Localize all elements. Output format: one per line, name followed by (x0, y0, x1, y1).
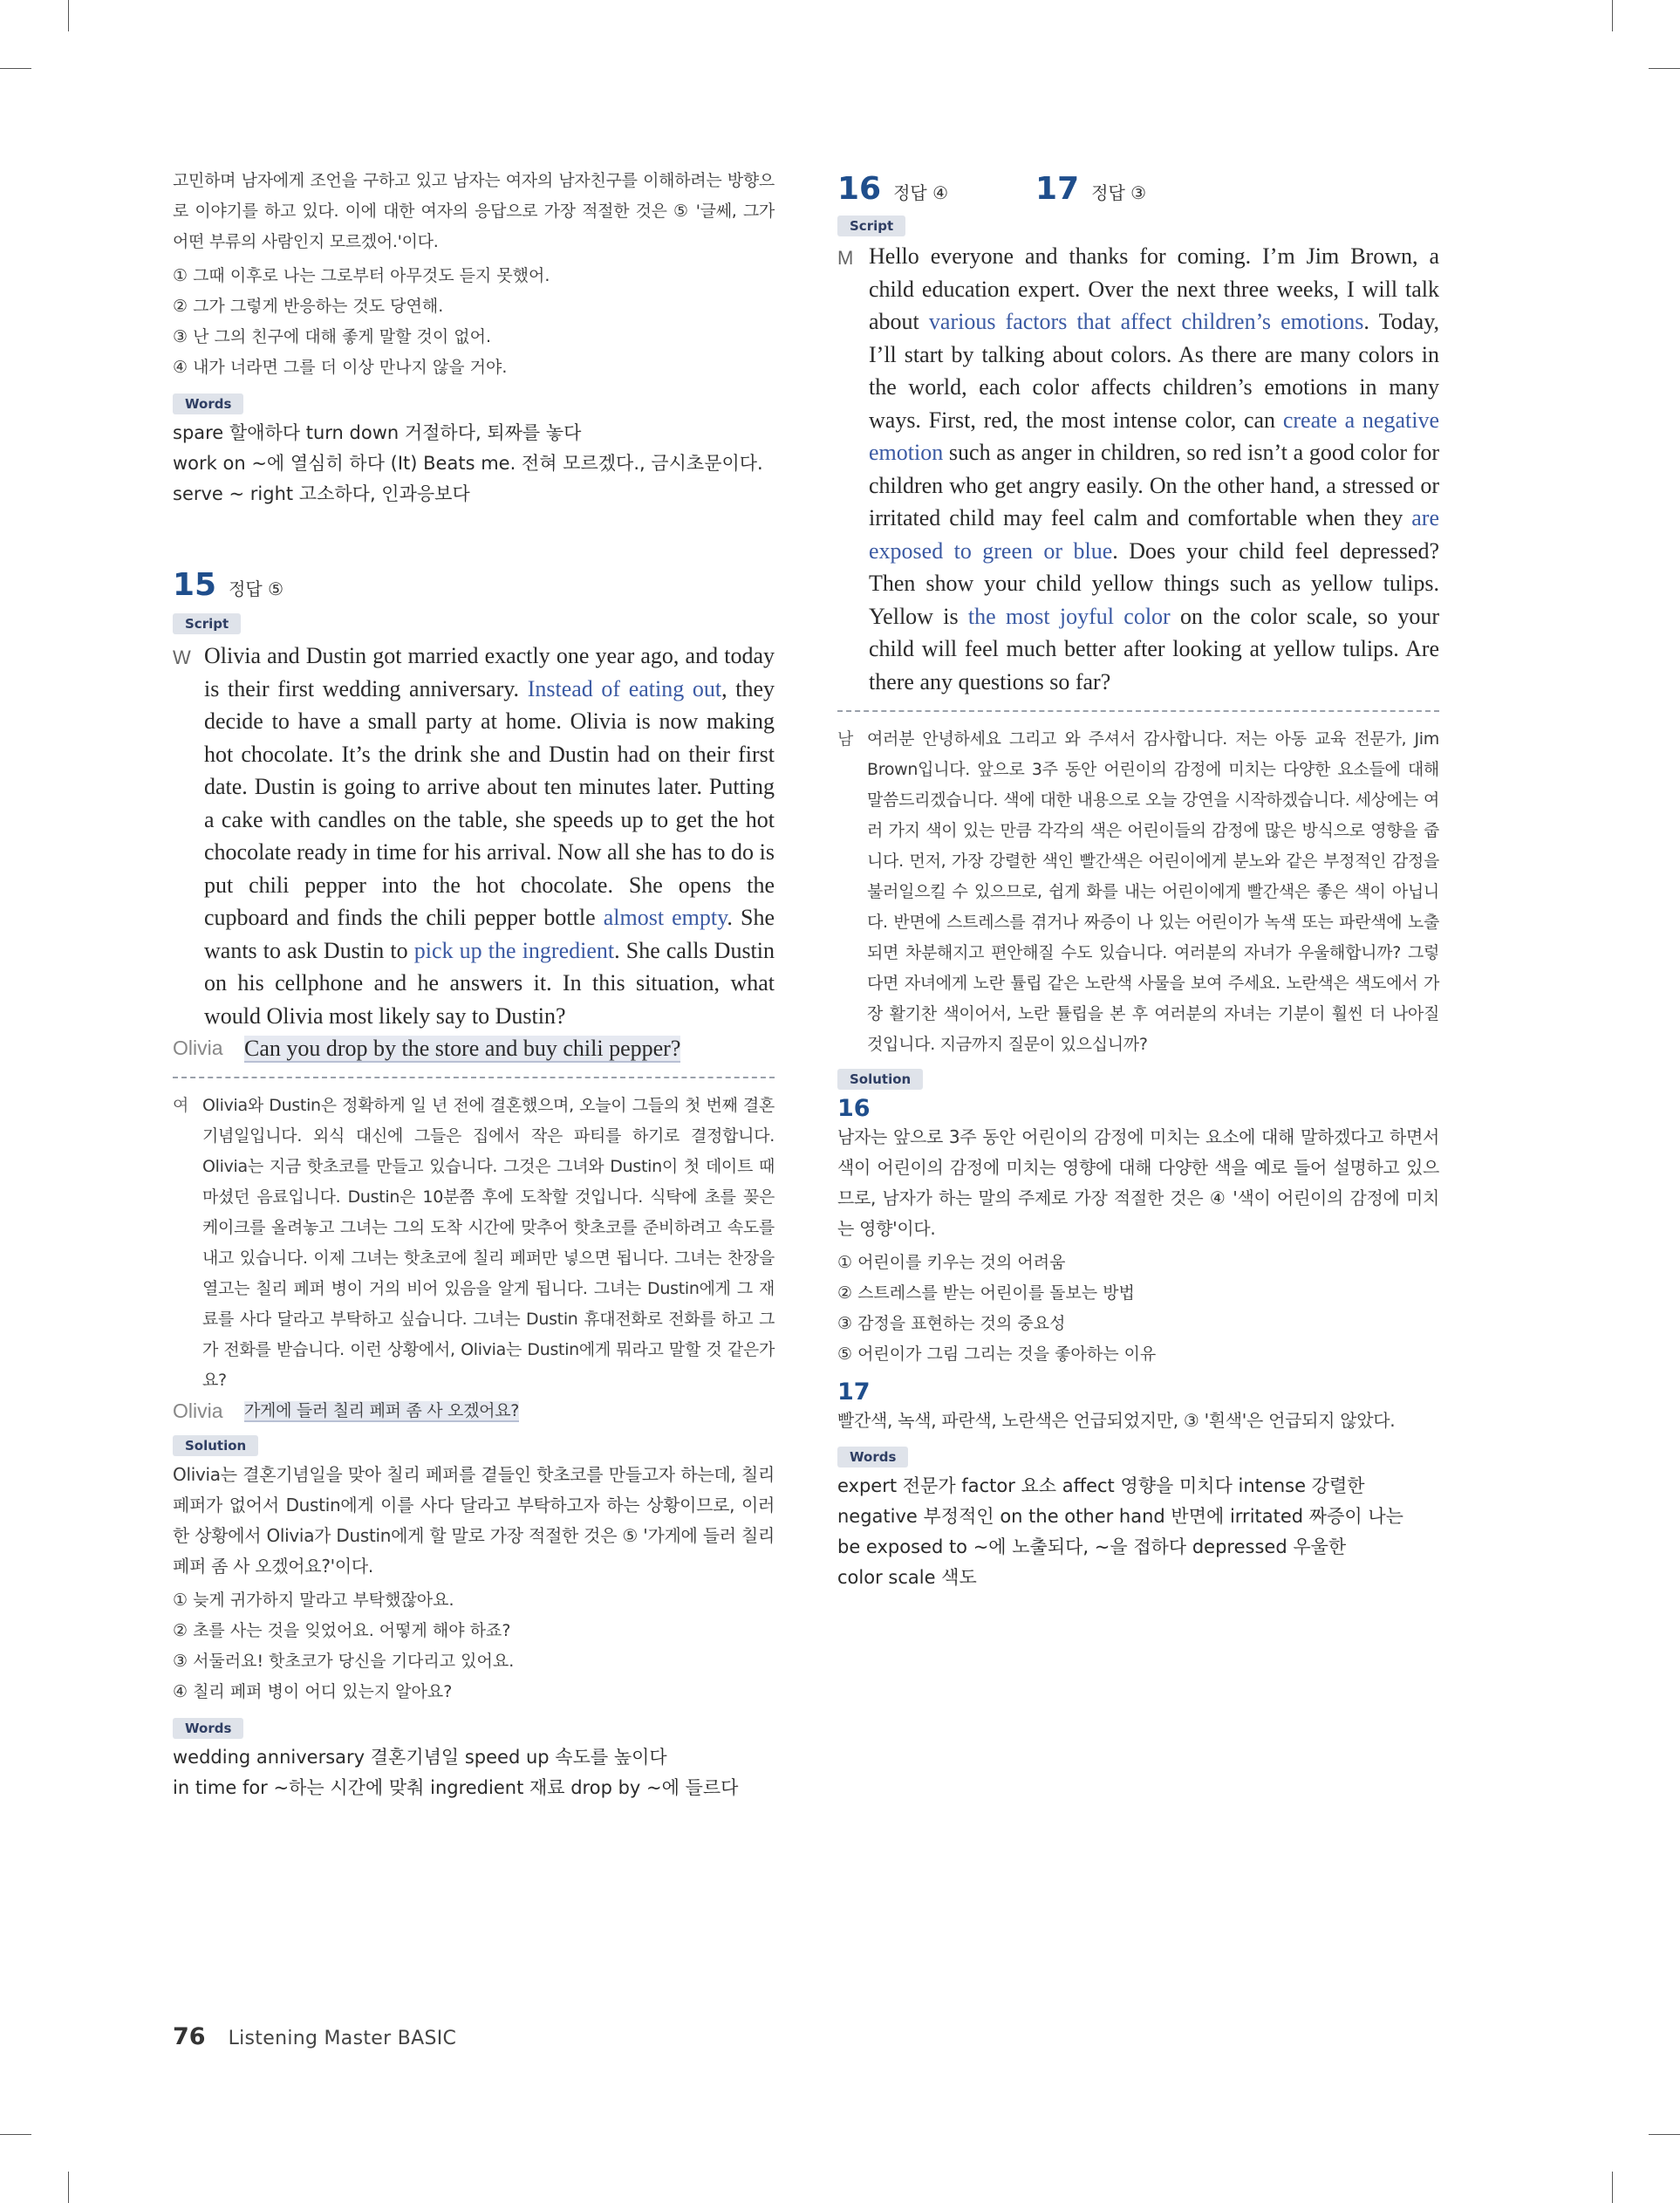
crop-mark (68, 2172, 69, 2203)
speaker-label: 여 (173, 1096, 189, 1115)
answer-sentence: Can you drop by the store and buy chili pepper? (244, 1036, 681, 1061)
question-number: 15 (173, 567, 217, 603)
solution-options (173, 1585, 775, 1707)
translation-text: Olivia와 Dustin은 정확하게 일 년 전에 결혼했으며, 오늘이 그들의 첫 번째 결혼기념일입니다. 외식 대신에 그들은 집에서 작은 파티를 하기로 결정합니다. Olivia는 지금 핫초코를 만들고 있습니다. 그것은 그녀와 Dustin이 첫 데이트 때 마셨던 음료입니다. Dustin은 10분쯤 후에 도착할 것입니다. 식탁에 초를 꽂은 케이크를 올려놓고 그녀는 그의 도착 시간에 맞추어 핫초코를 준비하려고 속도를 내고 있습니다. 이제 그녀는 핫초코에 칠리 페퍼만 넣으면 됩니다. 그녀는 찬장을 열고는 칠리 페퍼 병이 거의 비어 있음을 알게 됩니다. 그녀는 Dustin에게 그 재료를 사다 달라고 부탁하고 싶습니다. 그녀는 Dustin 휴대전화로 전화를 하고 그가 전화를 받습니다. 이런 상황에서, Olivia는 Dustin에게 뭐라고 말할 것 같은가요? (202, 1096, 775, 1390)
words-line: color scale 색도 (837, 1567, 977, 1588)
words-line: expert 전문가 factor 요소 affect 영향을 미치다 intense 강렬한 (837, 1475, 1365, 1496)
option: ② 그가 그렇게 반응하는 것도 당연해. (173, 297, 444, 316)
speaker-label: Olivia (173, 1399, 223, 1422)
divider (173, 1077, 775, 1078)
highlight-phrase: the most joyful color (967, 603, 1171, 629)
words-line: spare 할애하다 turn down 거절하다, 퇴짜를 놓다 (173, 422, 582, 443)
right-column (837, 166, 1439, 1593)
question-header-15 (173, 567, 775, 603)
words-list (173, 418, 775, 510)
solution-tag: Solution (837, 1069, 923, 1090)
option: ① 어린이를 키우는 것의 어려움 (837, 1253, 1066, 1272)
crop-mark (1612, 2172, 1613, 2203)
words-line: be exposed to ~에 노출되다, ~을 접하다 depressed 우울한 (837, 1536, 1347, 1557)
words-tag: Words (173, 1718, 243, 1739)
translation-block (173, 1091, 775, 1396)
book-title: Listening Master BASIC (228, 2028, 457, 2049)
highlight-phrase: almost empty (603, 905, 727, 930)
words-list (837, 1471, 1439, 1593)
translation-text: 여러분 안녕하세요 그리고 와 주셔서 감사합니다. 저는 아동 교육 전문가, Jim Brown입니다. 앞으로 3주 동안 어린이의 감정에 미치는 다양한 요소들에 대해 말씀드리겠습니다. 색에 대한 내용으로 오늘 강연을 시작하겠습니다. 세상에는 여러 가지 색이 있는 만큼 각각의 색은 어린이들의 감정에 많은 방식으로 영향을 줍니다. 먼저, 가장 강렬한 색인 빨간색은 어린이에게 분노와 같은 부정적인 감정을 불러일으킬 수 있으므로, 쉽게 화를 내는 어린이에게 빨간색은 좋은 색이 아닙니다. 반면에 스트레스를 겪거나 짜증이 나 있는 어린이가 녹색 또는 파란색에 노출되면 차분해지고 편안해질 수도 있습니다. 여러분의 자녀가 우울해합니까? 그렇다면 자녀에게 노란 튤립 같은 노란색 사물을 보여 주세요. 노란색은 색도에서 가장 활기찬 색이어서, 노란 튤립을 본 후 여러분의 자녀는 기분이 훨씬 더 나아질 것입니다. 지금까지 질문이 있으십니까? (867, 729, 1439, 1054)
words-line: serve ~ right 고소하다, 인과응보다 (173, 483, 470, 504)
words-tag: Words (173, 393, 243, 414)
script-text: Hello everyone and thanks for coming. I’m Jim Brown, a child education expert. Over the next three weeks, I will talk about various factors that affect children’s emotions. Today, I’ll start by talking about colors. As there are many colors in the world, each color affects children’s emotions in many ways. First, red, the most intense color, can create a negative emotion such as anger in children, so red isn’t a good color for children who get angry easily. On the other hand, a stressed or irritated child may feel calm and comfortable when they are exposed to green or blue. Does your child feel depressed? Then show your child yellow things such as yellow tulips. Yellow is the most joyful color on the color scale, so your child will feel much better after looking at yellow tulips. Are there any questions so far? (869, 243, 1440, 694)
question-number: 16 (837, 171, 882, 207)
solution-number: 17 (837, 1379, 871, 1406)
script-tag: Script (837, 216, 905, 236)
crop-mark (0, 68, 31, 69)
question-number: 17 (1035, 171, 1080, 207)
highlight-phrase: pick up the ingredient (413, 937, 615, 963)
option: ② 초를 사는 것을 잊었어요. 어떻게 해야 하죠? (173, 1621, 511, 1640)
page-footer (173, 2023, 456, 2050)
speaker-label: 남 (837, 729, 854, 749)
highlight-phrase: various factors that affect children’s emotions (928, 309, 1364, 334)
highlight-phrase: are exposed to green or blue (869, 505, 1439, 564)
highlight-phrase: Instead of eating out (527, 675, 722, 701)
words-line: work on ~에 열심히 하다 (It) Beats me. 전혀 모르겠다., 금시초문이다. (173, 453, 763, 474)
crop-mark (1649, 2134, 1680, 2135)
speaker-label: W (173, 647, 191, 668)
divider (837, 710, 1439, 712)
option: ① 그때 이후로 나는 그로부터 아무것도 듣지 못했어. (173, 266, 550, 285)
solution-text: Olivia는 결혼기념일을 맞아 칠리 페퍼를 곁들인 핫초코를 만들고자 하는데, 칠리 페퍼가 없어서 Dustin에게 이를 사다 달라고 부탁하고자 하는 상황이므로, 이러한 상황에서 Olivia가 Dustin에게 할 말로 가장 적절한 것은 ⑤ '가게에 들러 칠리 페퍼 좀 사 오겠어요?'이다. (173, 1464, 775, 1577)
words-line: wedding anniversary 결혼기념일 speed up 속도를 높이다 (173, 1747, 667, 1768)
words-line: negative 부정적인 on the other hand 반면에 irritated 짜증이 나는 (837, 1506, 1403, 1527)
solution-number: 16 (837, 1095, 871, 1122)
option: ③ 난 그의 친구에 대해 좋게 말할 것이 없어. (173, 327, 492, 346)
answer-label: 정답 ⑤ (229, 578, 284, 599)
option: ④ 칠리 페퍼 병이 어디 있는지 알아요? (173, 1682, 453, 1701)
script-body (173, 640, 775, 1032)
crop-mark (68, 0, 69, 31)
answer-label: 정답 ③ (1091, 182, 1147, 203)
option: ② 스트레스를 받는 어린이를 돌보는 방법 (837, 1283, 1135, 1303)
crop-mark (1612, 0, 1613, 31)
words-list (173, 1742, 775, 1803)
option: ④ 내가 너라면 그를 더 이상 만나지 않을 거야. (173, 358, 508, 377)
crop-mark (0, 2134, 31, 2135)
answer-label: 정답 ④ (893, 182, 949, 203)
page-number: 76 (173, 2023, 206, 2050)
script-body (837, 240, 1439, 698)
highlight-phrase: create a negative emotion (869, 407, 1439, 465)
words-line: in time for ~하는 시간에 맞춰 ingredient 재료 drop by ~에 들르다 (173, 1777, 739, 1798)
script-text: Olivia and Dustin got married exactly one year ago, and today is their first wedding anniversary. Instead of eating out, they decide to have a small party at home. Olivia is now making hot chocolate. It’s the drink she and Dustin had on their first date. Dustin is going to arrive about ten minutes later. Putting a cake with candles on the table, she speeds up to get the hot chocolate ready in time for his arrival. Now all she has to do is put chili pepper into the hot chocolate. She opens the cupboard and finds the chili pepper bottle almost empty. She wants to ask Dustin to pick up the ingredient. She calls Dustin on his cellphone and he answers it. In this situation, what would Olivia most likely say to Dustin? (204, 643, 775, 1029)
option: ③ 감정을 표현하는 것의 중요성 (837, 1314, 1066, 1333)
translation-answer (173, 1396, 775, 1426)
solution-text: 남자는 앞으로 3주 동안 어린이의 감정에 미치는 요소에 대해 말하겠다고 하면서 색이 어린이의 감정에 미치는 영향에 대해 다양한 색을 예로 들어 설명하고 있으므로, 남자가 하는 말의 주제로 가장 적절한 것은 ④ '색이 어린이의 감정에 미치는 영향'이다. (837, 1126, 1439, 1239)
answer-sentence-ko: 가게에 들러 칠리 페퍼 좀 사 오겠어요? (244, 1401, 520, 1420)
option: ⑤ 어린이가 그림 그리는 것을 좋아하는 이유 (837, 1344, 1157, 1364)
speaker-label: M (837, 247, 854, 269)
intro-paragraph: 고민하며 남자에게 조언을 구하고 있고 남자는 여자의 남자친구를 이해하려는 방향으로 이야기를 하고 있다. 이에 대한 여자의 응답으로 가장 적절한 것은 ⑤ '글쎄, 그가 어떤 부류의 사람인지 모르겠어.'이다. (173, 171, 775, 251)
question-header-16-17 (837, 171, 1439, 207)
crop-mark (1649, 68, 1680, 69)
option: ① 늦게 귀가하지 말라고 부탁했잖아요. (173, 1591, 454, 1610)
translation-block (837, 724, 1439, 1060)
option: ③ 서둘러요! 핫초코가 당신을 기다리고 있어요. (173, 1652, 515, 1671)
script-tag: Script (173, 613, 241, 634)
intro-options (173, 261, 775, 383)
solution-text: 빨간색, 녹색, 파란색, 노란색은 언급되었지만, ③ '흰색'은 언급되지 않았다. (837, 1410, 1396, 1431)
left-column (173, 166, 775, 1803)
words-tag: Words (837, 1447, 908, 1468)
olivia-response (173, 1032, 775, 1064)
solution-tag: Solution (173, 1435, 258, 1456)
solution-options (837, 1248, 1439, 1370)
speaker-label: Olivia (173, 1037, 223, 1059)
